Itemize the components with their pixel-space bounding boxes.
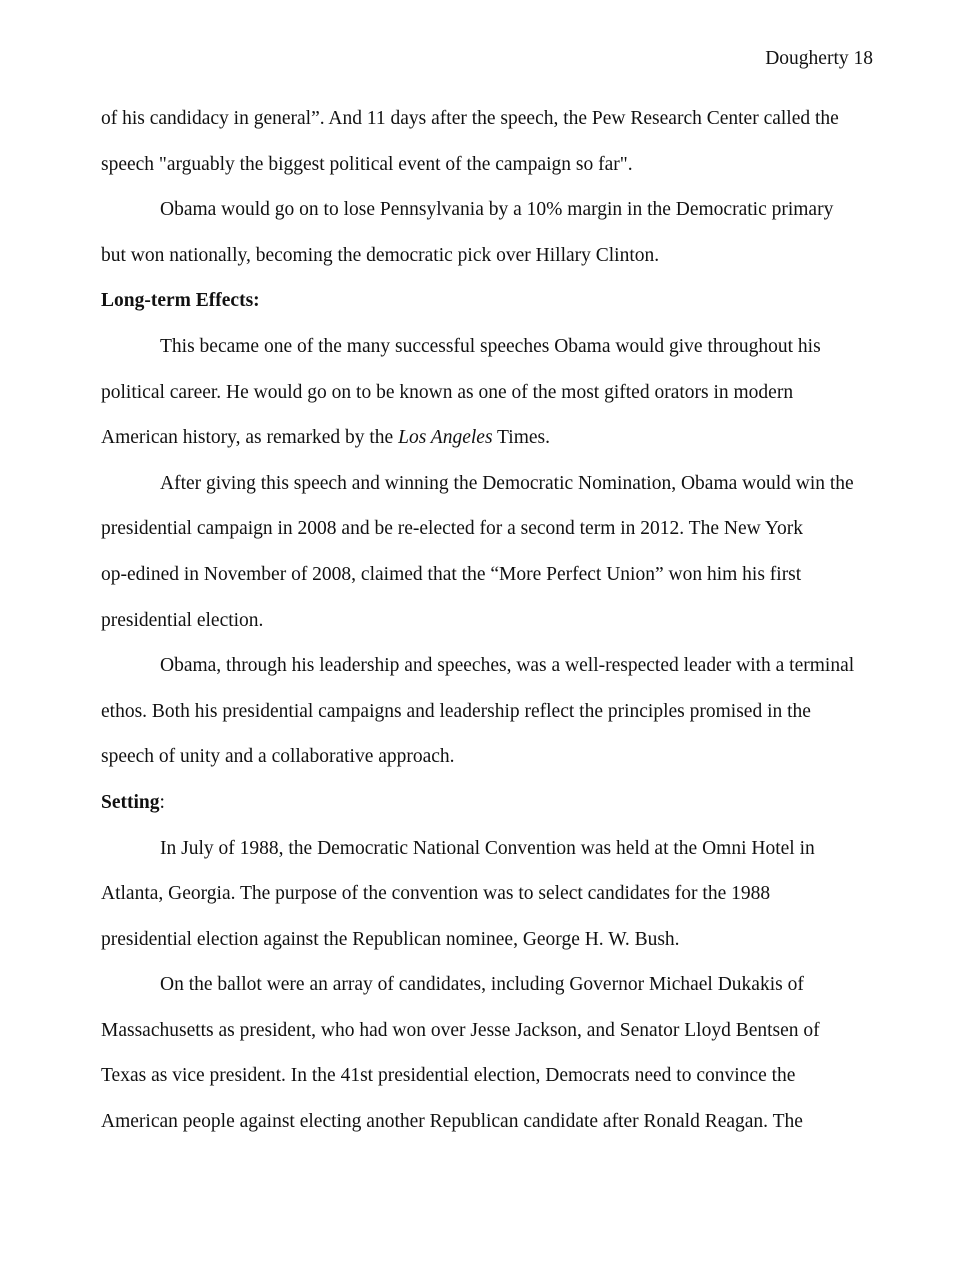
paragraph-leadership: [101, 643, 871, 780]
text-line: political career. He would go on to be known as one of the most gifted orators in modern: [101, 381, 794, 403]
section-heading-setting: [101, 780, 871, 826]
heading-colon: :: [159, 791, 165, 813]
text-line: ethos. Both his presidential campaigns and leadership reflect the principles promised in the: [101, 700, 811, 722]
document-body: [101, 96, 871, 1145]
text-run: American history, as remarked by the: [101, 427, 399, 449]
text-line: Massachusetts as president, who had won over Jesse Jackson, and Senator Lloyd Bentsen of: [101, 1019, 820, 1041]
text-line: presidential campaign in 2008 and be re-elected for a second term in 2012. The New York: [101, 518, 803, 540]
paragraph-orator: [101, 324, 871, 461]
section-heading-long-term-effects: [101, 278, 871, 324]
text-line: American people against electing another Republican candidate after Ronald Reagan. The: [101, 1111, 803, 1133]
paragraph-pennsylvania: [101, 187, 871, 278]
text-line: In July of 1988, the Democratic National Convention was held at the Omni Hotel in: [160, 837, 815, 859]
text-line: of his candidacy in general”. And 11 days after the speech, the Pew Research Center called the: [101, 108, 839, 129]
text-line: speech "arguably the biggest political event of the campaign so far".: [101, 153, 633, 175]
heading-text: Long-term Effects:: [101, 290, 260, 312]
paragraph-ballot: [101, 962, 871, 1144]
text-line: but won nationally, becoming the democratic pick over Hillary Clinton.: [101, 244, 660, 266]
text-line: op-edined in November of 2008, claimed that the “More Perfect Union” won him his first: [101, 563, 802, 585]
text-line: speech of unity and a collaborative approach.: [101, 746, 455, 768]
text-line: On the ballot were an array of candidates, including Governor Michael Dukakis of: [160, 974, 804, 996]
paragraph-convention: [101, 826, 871, 963]
text-line: This became one of the many successful speeches Obama would give throughout his: [160, 335, 821, 357]
text-run: Times.: [492, 427, 550, 449]
heading-text: Setting: [101, 791, 160, 813]
paragraph-pew-quote: [101, 96, 871, 187]
text-line: After giving this speech and winning the Democratic Nomination, Obama would win the: [160, 472, 854, 494]
text-line: Texas as vice president. In the 41st presidential election, Democrats need to convince the: [101, 1065, 796, 1087]
text-line: Obama would go on to lose Pennsylvania by a 10% margin in the Democratic primary: [160, 199, 834, 221]
heading-line: [101, 780, 871, 826]
text-line: [101, 415, 871, 461]
text-line: presidential election.: [101, 609, 264, 631]
italic-text-los-angeles: Los Angeles: [398, 427, 493, 449]
text-line: Obama, through his leadership and speeches, was a well-respected leader with a terminal: [160, 655, 855, 677]
text-line: presidential election against the Republican nominee, George H. W. Bush.: [101, 928, 680, 950]
paragraph-nomination: [101, 461, 871, 643]
text-line: Atlanta, Georgia. The purpose of the convention was to select candidates for the 1988: [101, 883, 771, 905]
running-header: Dougherty 18: [765, 48, 873, 69]
